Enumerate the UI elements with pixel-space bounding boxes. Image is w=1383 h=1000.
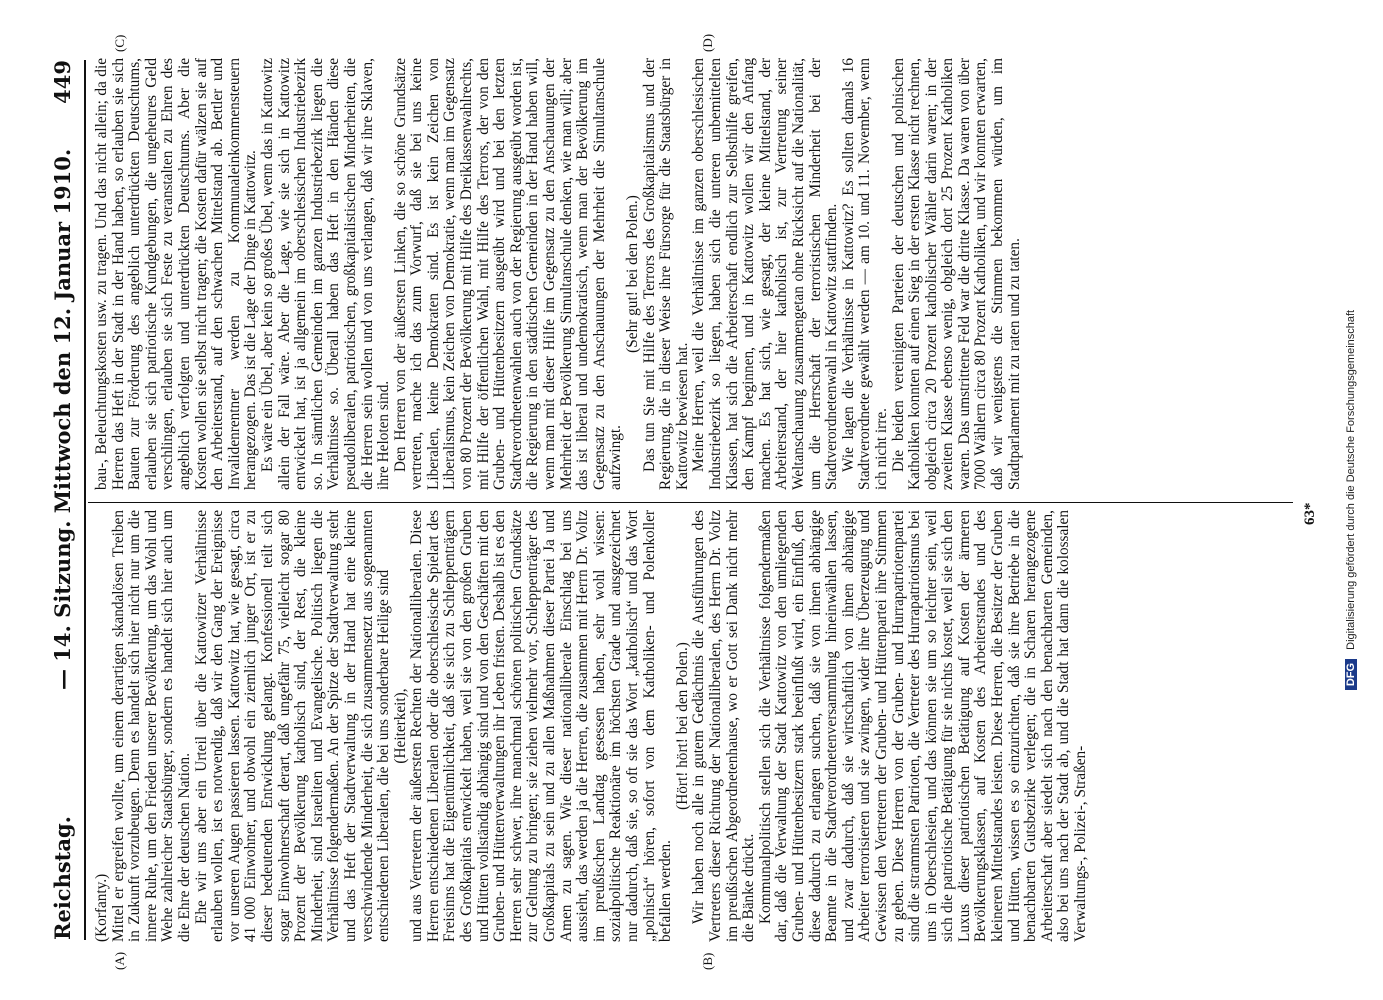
dfg-credit (1345, 8, 1365, 992)
dfg-text: Digitalisierung gefördert durch die Deutsche Forschungsgemeinschaft (1345, 309, 1357, 650)
header-center: — 14. Sitzung. Mittwoch den 12. Januar 1910. (50, 148, 75, 690)
interjection: (Hört! hört! bei den Polen.) (673, 642, 691, 810)
dfg-logo: DFG (1345, 659, 1357, 690)
paragraph: bau-, Beleuchtungskosten usw. zu tragen. Und das nicht allein; da die Herren das Heft in der Stadt in der Hand haben, so erlauben sie sich Bauten zur Förderung des angeblich unterdrückten Deutschtums, erlauben sie sich patriotische Kundgebungen, die ungeheures Geld verschlingen, erlauben sie sich Feste zu veranstalten zu Ehren des angeblich verfolgten und unterdrückten Deutschtums. Aber die Kosten wollen sie selbst nicht tragen; die Kosten dafür wälzen sie auf den Arbeiterstand, auf den schwachen Mittelstand ab. Bettler und Invalidenrentner werden zu Kommunaleinkommensteuern herangezogen. Das ist die Lage der Dinge in Kattowitz. (93, 58, 260, 490)
paragraph: Den Herren von der äußersten Linken, die so schöne Grundsätze vertreten, mache ich das zum Vorwurf, daß sie bei uns keine Liberalen, keine Demokraten sind. Es ist kein Zeichen von Liberalismus, kein Zeichen von Demokratie, wenn man im Gegensatz von 80 Prozent der Bevölkerung mit Hilfe des Dreiklassenwahlrechts, mit Hilfe der öffentlichen Wahl, mit Hilfe des Terrors, der von den Gruben- und Hüttenbesitzern ausgeübt wird und bei den letzten Stadtverordnetenwahlen auch von der Regierung ausgeübt worden ist, die Regierung in den städtischen Gemeinden in der Hand haben will, wenn man mit dieser Hilfe im Gegensatz zu den Anschauungen der Mehrheit der Bevölkerung Simultanschule denken, wie man will; aber das ist liberal und undemokratisch, wenn man der Bevölkerung im Gegensatz zu den Anschauungen der Mehrheit die Simultanschule aufzwingt. (391, 58, 625, 490)
paragraph: Die beiden vereinigten Parteien der deutschen und polnischen Katholiken konnten auf einen Sieg in der ersten Klasse nicht rechnen, obgleich circa 20 Prozent katholischer Wähler darin waren; in der zweiten Klasse ebenso wenig, obgleich dort 25 Prozent Katholiken waren. Das umstrittene Feld war die dritte Klasse. Da waren von über 7000 Wählern circa 80 Prozent Katholiken, und wir konnten erwarten, daß wir wenigstens die Stimmen bekommen würden, um im Stadtparlament mit zu raten und zu taten. (889, 58, 1023, 490)
paragraph: Kommunalpolitisch stellen sich die Verhältnisse folgendermaßen dar, daß die Verwaltung der Stadt Kattowitz von den umliegenden Gruben- und Hüttenbesitzern stark beeinflußt wird, ein Einfluß, den diese dadurch zu erlangen suchen, daß sie von ihnen abhängige Beamte in die Stadtverordnetenversammlung hineinwählen lassen, und zwar dadurch, daß sie wirtschaftlich von ihnen abhängige Arbeiter terrorisieren und sie zwingen, wider ihre Überzeugung und Gewissen den Vertretern der Gruben- und Hüttenpartei ihre Stimmen zu geben. Diese Herren von der Gruben- und Hurrapatriotenpartei sind die strammsten Patrioten, die Vertreter des Hurrapatriotismus bei uns in Oberschlesien, und das können sie um so leichter sein, weil sich die patriotische Betätigung für sie nichts kostet, weil sie sich den Luxus dieser patriotischen Betätigung auf Kosten der ärmeren Bevölkerungsklassen, auf Kosten des Arbeiterstandes und des kleineren Mittelstandes leisten. Diese Herren, die Besitzer der Gruben und Hütten, wissen es so einzurichten, daß sie ihre Betriebe in die benachbarten Gutsbezirke verlegen; die in Scharen herangezogene Arbeiterschaft aber siedelt sich nach den benachbarten Gemeinden, also bei uns nach der Stadt ab, und die Stadt hat dann die kolossalen Verwaltungs-, Polizei-, Straßen- (756, 510, 1090, 942)
left-column (94, 510, 1090, 942)
paragraph: Mittel er ergreifen wollte, um einem derartigen skandalösen Treiben in Zukunft vorzubeugen. Denn es handelt sich hier nicht nur um die innere Ruhe, um den Frieden unserer Bevölkerung, um das Wohl und Wehe zahlreicher Staatsbürger, sondern es handelt sich hier auch um die Ehre der deutschen Nation. (109, 510, 193, 942)
paragraph: Es wäre ein Übel, aber kein so großes Übel, wenn das in Kattowitz allein der Fall wäre. Aber die Lage, wie sie sich in Kattowitz entwickelt hat, ist ja allgemein im oberschlesischen Industriebezirk so. In sämtlichen Gemeinden im ganzen Industriebezirk liegen die Verhältnisse so. Überall haben das Heft in den Händen diese pseudoliberalen, patriotischen, großkapitalistischen Minderheiten, die die Herren sein wollen und von uns verlangen, daß wir ihre Sklaven, ihre Heloten sind. (258, 58, 393, 490)
page-number: 449 (50, 60, 75, 104)
header-rule (84, 60, 86, 940)
paragraph: Das tun Sie mit Hilfe des Terrors des Großkapitalismus und der Regierung, die in dieser Weise ihre Fürsorge für die Staatsbürger in Kattowitz bewiesen hat. (640, 58, 691, 490)
paragraph: Meine Herren, weil die Verhältnisse im ganzen oberschlesischen Industriebezirk so liegen, haben sich die unteren unbemittelten Klassen, hat sich die Arbeiterschaft endlich zur Selbsthilfe greifen, den Kampf beginnen, und in Kattowitz wollen wir den Anfang machen. Es hat sich, wie gesagt, der kleine Mittelstand, der Arbeiterstand, der hier katholisch ist, zur Vertretung seiner Weltanschauung zusammengetan ohne Rücksicht auf die Nationalität, um die Herrschaft der terroristischen Minderheit bei der Stadtverordnetenwahl in Kattowitz stattfinden. (690, 58, 841, 490)
margin-marker-c: (C) (112, 34, 127, 52)
margin-marker-b: (B) (700, 952, 715, 970)
column-rule (88, 502, 1293, 503)
margin-marker-a: (A) (112, 951, 127, 970)
paragraph: Wir haben noch alle in gutem Gedächtnis die Ausführungen des Vertreters dieser Richtung der Nationalliberalen, des Herrn Dr. Voltz im preußischen Abgeordnetenhause, wo er Gott sei Dank nicht mehr die Bänke drückt. (690, 510, 758, 942)
speaker-note: (Korfanty.) (93, 873, 110, 942)
paragraph: Wie lagen die Verhältnisse in Kattowitz? Es sollten damals 16 Stadtverordnete gewählt werden — am 10. und 11. November, wenn ich nicht irre. (839, 58, 890, 490)
right-column (94, 58, 1023, 490)
paragraph: Ehe wir uns aber ein Urteil über die Kattowitzer Verhältnisse erlauben wollen, ist es notwendig, daß wir den Gang der Ereignisse vor unseren Augen passieren lassen. Kattowitz hat, wie gesagt, circa 41 000 Einwohner, und obwohl ein ziemlich junger Ort, ist er zu dieser bedeutenden Entwicklung gelangt. Konfessionell teilt sich sogar Einwohnerschaft derart, daß ungefähr 75, vielleicht sogar 80 Prozent der Bevölkerung katholisch sind, der Rest, die kleine Minderheit, sind Israeliten und Evangelische. Politisch liegen die Verhältnisse folgendermaßen. An der Spitze der Stadtverwaltung steht und das Heft der Stadtverwaltung in der Hand hat eine kleine verschwindende Minderheit, die sich zusammensetzt aus sogenannten entschiedenen Liberalen, die bei uns sonderbare Heilige sind (192, 510, 393, 942)
interjection: (Sehr gut! bei den Polen.) (624, 195, 641, 353)
margin-marker-d: (D) (700, 33, 715, 52)
signature-mark: 63* (1302, 502, 1318, 525)
interjection: (Heiterkeit), (391, 688, 409, 764)
header-left: Reichstag. (50, 816, 75, 940)
page-header (50, 60, 84, 940)
paragraph: und aus Vertretern der äußersten Rechten der Nationalliberalen. Diese Herren entschiedenen Liberalen oder die oberschlesische Spielart des Freisinns hat die Eigentümlichkeit, daß sie sich zu Schleppenträgern des Großkapitals entwickelt haben, weil sie von den großen Gruben und Hütten vollständig abhängig sind und von den Geschäften mit den Gruben- und Hüttenverwaltungen ihr Leben fristen. Deshalb ist es den Herren sehr schwer, ihre manchmal schönen politischen Grundsätze zur Geltung zu bringen; sie ziehen vielmehr vor, Schleppenträger des Großkapitals zu sein und zu allen Maßnahmen dieser Partei Ja und Amen zu sagen. Wie dieser nationalliberale Einschlag bei uns aussieht, das werden ja die Herren, die zusammen mit Herrn Dr. Voltz im preußischen Landtag gesessen haben, sehr wohl wissen: sozialpolitische Reaktionäre im höchsten Grade und ausgezeichnet nur dadurch, daß sie, so oft sie das Wort „katholisch“ und das Wort „polnisch“ hören, sofort von dem Katholiken- und Polenkoller befallen werden. (408, 510, 675, 942)
